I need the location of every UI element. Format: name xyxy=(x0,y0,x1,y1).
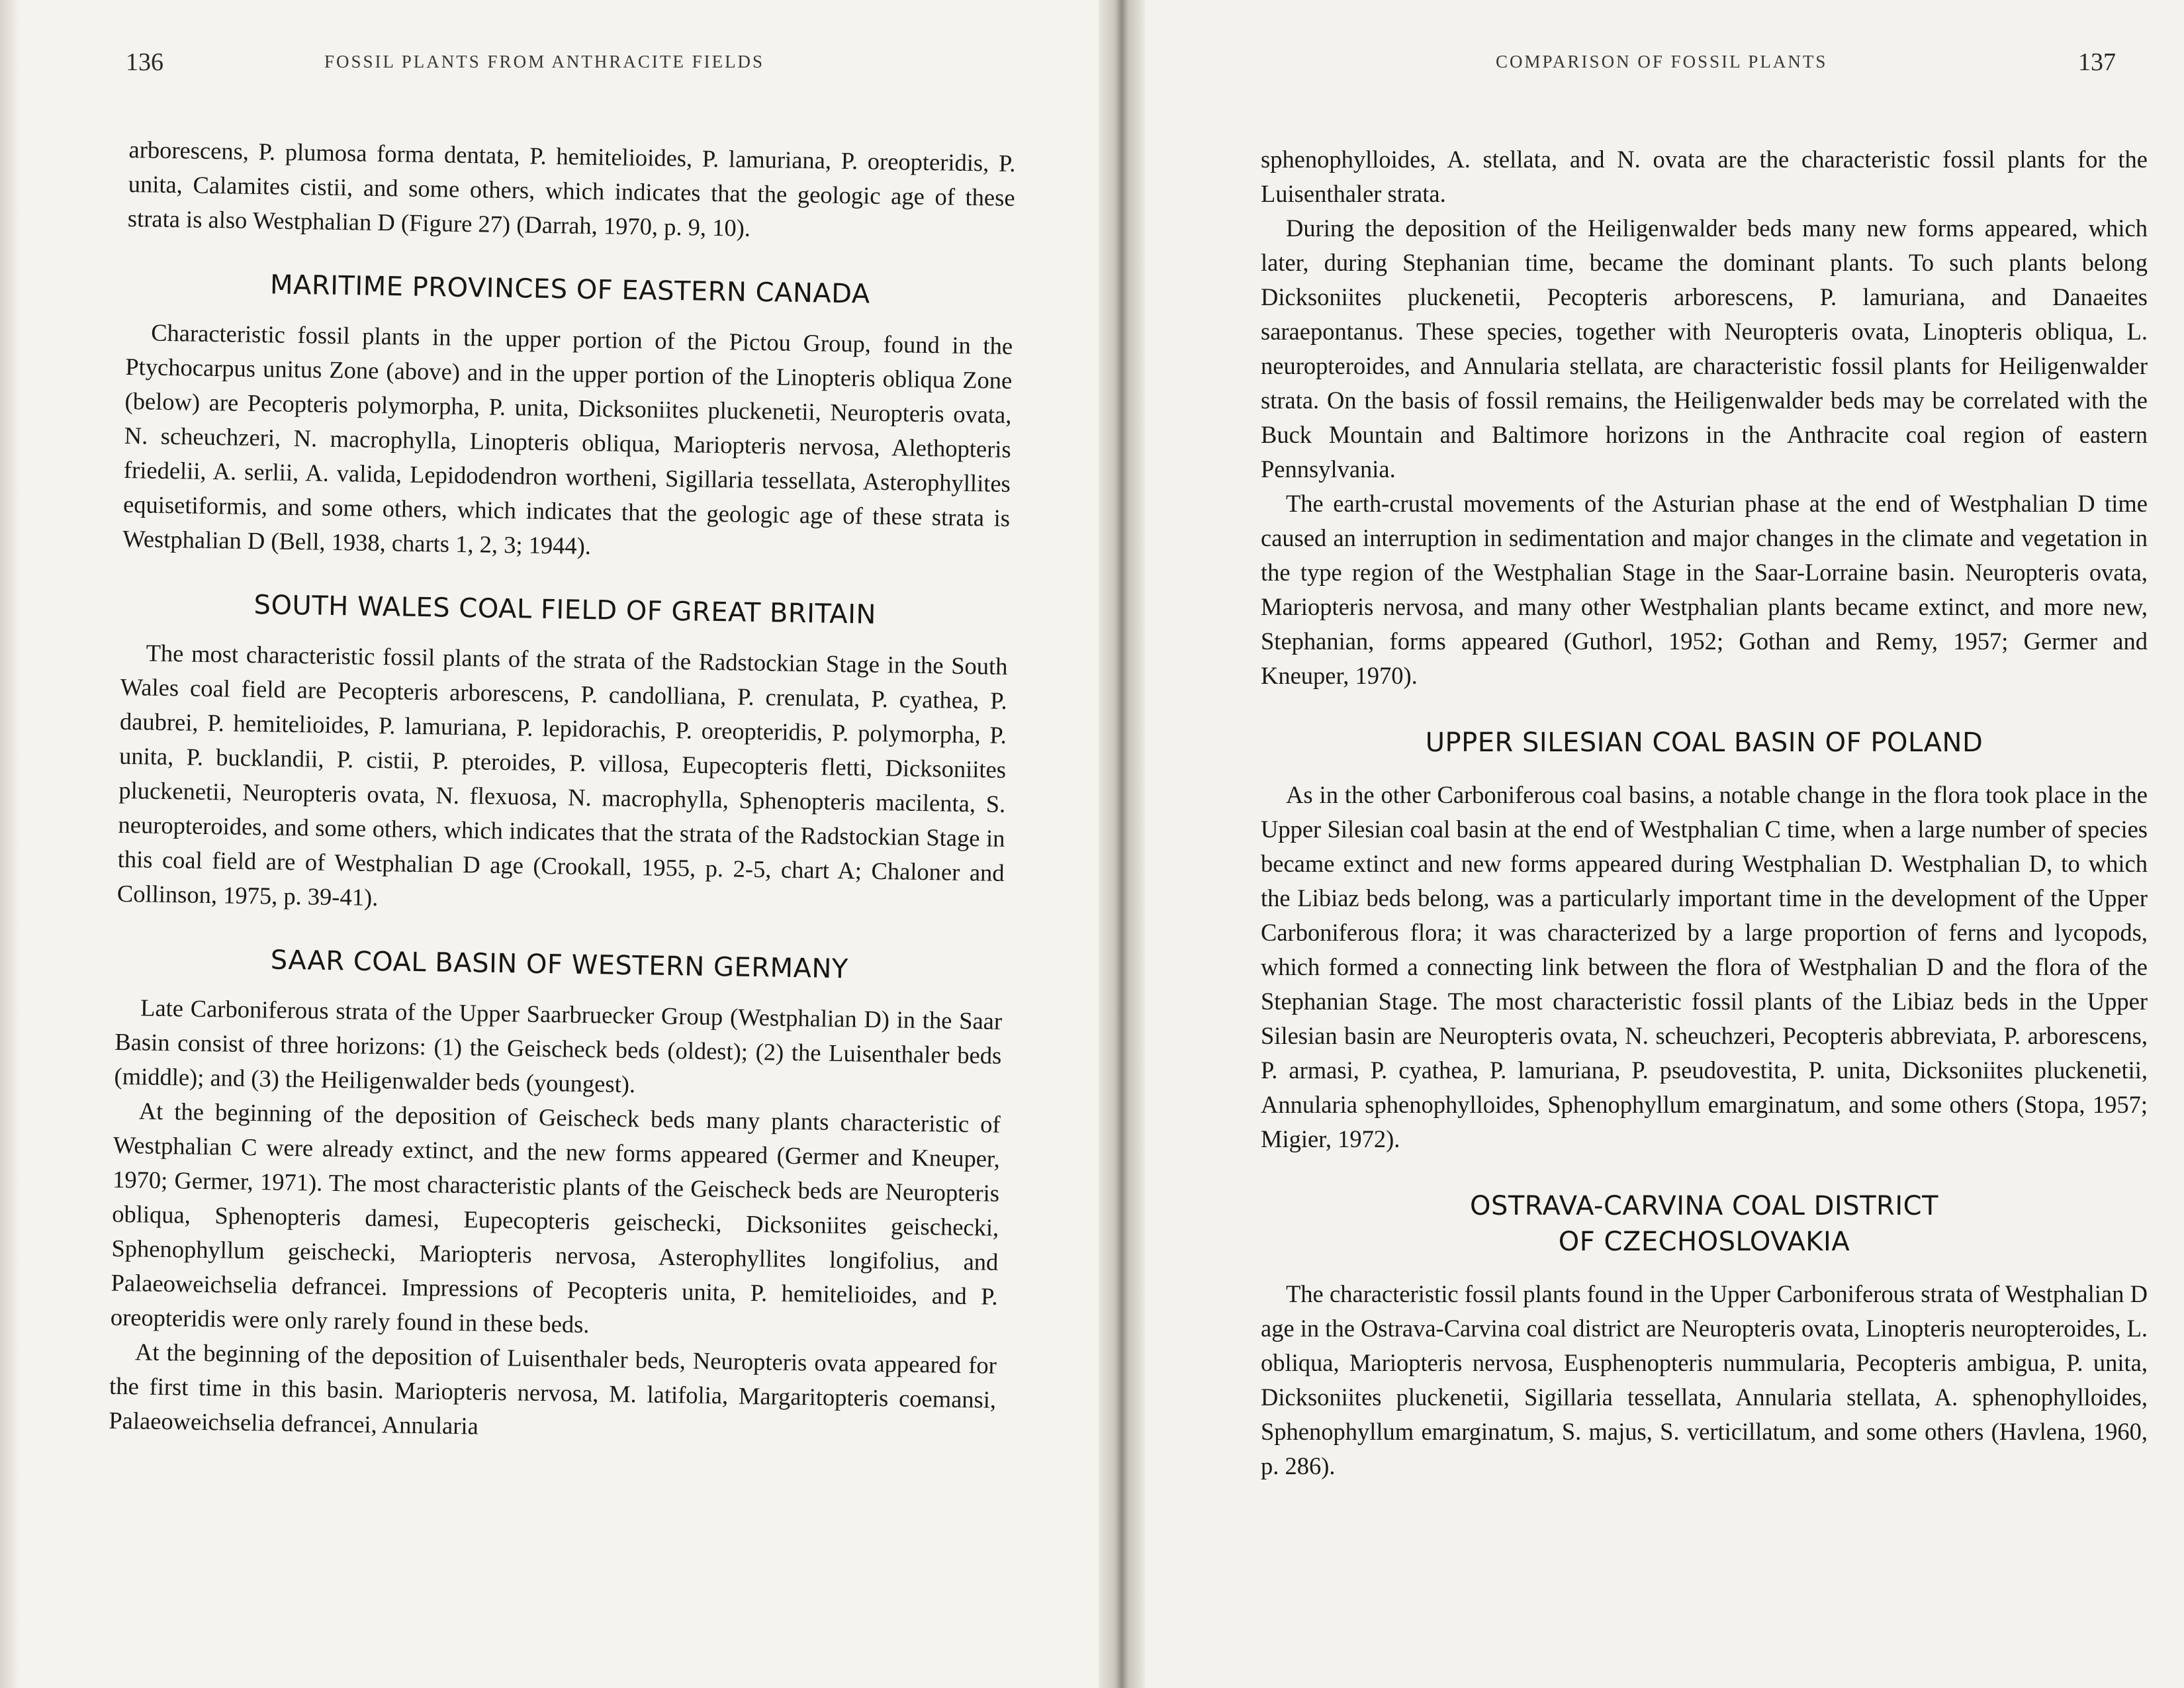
paragraph: The earth-crustal movements of the Asturian phase at the end of Westphalian D time caused an interruption in sedimentation and major changes in the climate and vegetation in the type region of the Westphalian Stage in the Saar-Lorraine basin. Neuropteris ovata, Mariopteris nervosa, and many other Westphalian plants became extinct, and more new, Stephanian, forms appeared (Guthorl, 1952; Gothan and Remy, 1957; Germer and Kneuper, 1970). xyxy=(1261,490,2148,689)
page-number: 136 xyxy=(126,48,163,76)
paragraph: arborescens, P. plumosa forma dentata, P. hemitelioides, P. lamuriana, P. oreopteridis, P. unita, Calamites cistii, and some others, which indicates that the geologic age of these strata is also Westphalian D (Figure 27) (Darrah, 1970, p. 9, 10). xyxy=(127,135,1016,242)
section-heading: MARITIME PROVINCES OF EASTERN CANADA xyxy=(269,269,871,310)
paragraph: During the deposition of the Heiligenwalder beds many new forms appeared, which later, during Stephanian time, became the dominant plants. To such plants belong Dicksoniites pluckenetii, Pecopteris arborescens, P. lamuriana, and Danaeites saraepontanus. These species, together with Neuropteris ovata, Linopteris obliqua, L. neuropteroides, and Annularia stellata, are characteristic fossil plants for Heiligenwalder strata. On the basis of fossil remains, the Heiligenwalder beds may be correlated with the Buck Mountain and Baltimore horizons in the Anthracite coal region of eastern Pennsylvania. xyxy=(1261,214,2148,483)
paragraph: sphenophylloides, A. stellata, and N. ovata are the characteristic fossil plants for the Luisenthaler strata. xyxy=(1261,146,2148,207)
right-page xyxy=(1112,0,2184,1688)
page-edge-shadow xyxy=(0,0,20,1688)
page-number: 137 xyxy=(2078,48,2116,76)
section-heading: UPPER SILESIAN COAL BASIN OF POLAND xyxy=(1425,727,1983,758)
paragraph: Late Carboniferous strata of the Upper Saarbruecker Group (Westphalian D) in the Saar Basin consist of three horizons: (1) the Geischeck beds (oldest); (2) the Luisenthaler beds (middle); and (3) the Heiligenwalder beds (youngest). xyxy=(114,994,1003,1098)
left-body-text xyxy=(109,132,1016,1452)
right-body-text xyxy=(1261,142,2148,1483)
section-heading: SAAR COAL BASIN OF WESTERN GERMANY xyxy=(270,945,849,985)
book-gutter xyxy=(1099,0,1145,1688)
section-heading: SOUTH WALES COAL FIELD OF GREAT BRITAIN xyxy=(253,590,877,630)
running-head: COMPARISON OF FOSSIL PLANTS xyxy=(1496,52,1828,71)
running-head: FOSSIL PLANTS FROM ANTHRACITE FIELDS xyxy=(324,52,765,71)
section-heading-line: OF CZECHOSLOVAKIA xyxy=(1558,1227,1850,1257)
paragraph: At the beginning of the deposition of Geischeck beds many plants characteristic of Westphalian C were already extinct, and the new forms appeared (Germer and Kneuper, 1970; Germer, 1971). The most characteristic plants of the Geischeck beds are Neuropteris obliqua, Sphenopteris damesi, Eupecopteris geischecki, Dicksoniites geischecki, Sphenophyllum geischecki, Mariopteris nervosa, Asterophyllites longifolius, and Palaeoweichselia defrancei. Impressions of Pecopteris unita, P. hemitelioides, and P. oreopteridis were only rarely found in these beds. xyxy=(110,1097,1001,1338)
section-heading xyxy=(1261,1188,2148,1260)
paragraph: At the beginning of the deposition of Luisenthaler beds, Neuropteris ovata appeared for the first time in this basin. Mariopteris nervosa, M. latifolia, Margaritopteris coemansi, Palaeoweichselia defrancei, Annularia xyxy=(109,1338,997,1440)
paragraph: The characteristic fossil plants found in the Upper Carboniferous strata of Westphalian D age in the Ostrava-Carvina coal district are Neuropteris ovata, Linopteris neuropteroides, L. obliqua, Mariopteris nervosa, Eusphenopteris nummularia, Pecopteris ambigua, P. unita, Dicksoniites pluckenetii, Sigillaria tessellata, Annularia stellata, A. sphenophylloides, Sphenophyllum emarginatum, S. majus, S. verticillatum, and some others (Havlena, 1960, p. 286). xyxy=(1261,1280,2148,1479)
paragraph: As in the other Carboniferous coal basins, a notable change in the flora took place in the Upper Silesian coal basin at the end of Westphalian C time, when a large number of species became extinct and new forms appeared during Westphalian D. Westphalian D, to which the Libiaz beds belong, was a particularly important time in the development of the Upper Carboniferous flora; it was characterized by a large proportion of ferns and lycopods, which formed a connecting link between the flora of Westphalian D and the flora of the Stephanian Stage. The most characteristic fossil plants of the Libiaz beds in the Upper Silesian basin are Neuropteris ovata, N. scheuchzeri, Pecopteris abbreviata, P. arborescens, P. armasi, P. cyathea, P. lamuriana, P. pseudovestita, P. unita, Dicksoniites pluckenetii, Annularia sphenophylloides, Sphenophyllum emarginatum, and some others (Stopa, 1957; Migier, 1972). xyxy=(1261,781,2148,1152)
paragraph: Characteristic fossil plants in the upper portion of the Pictou Group, found in the Ptychocarpus unitus Zone (above) and in the upper portion of the Linopteris obliqua Zone (below) are Pecopteris polymorpha, P. unita, Dicksoniites pluckenetii, Neuropteris ovata, N. scheuchzeri, N. macrophylla, Linopteris obliqua, Mariopteris nervosa, Alethopteris friedelii, A. serlii, A. valida, Lepidodendron wortheni, Sigillaria tessellata, Asterophyllites equisetiformis, and some others, which indicates that the geologic age of these strata is Westphalian D (Bell, 1938, charts 1, 2, 3; 1944). xyxy=(122,318,1013,560)
paragraph: The most characteristic fossil plants of the strata of the Radstockian Stage in the South Wales coal field are Pecopteris arborescens, P. candolliana, P. crenulata, P. cyathea, P. daubrei, P. hemitelioides, P. lamuriana, P. lepidorachis, P. oreopteridis, P. polymorpha, P. unita, P. bucklandii, P. cistii, P. pteroides, P. villosa, Eupecopteris fletti, Dicksoniites pluckenetii, Neuropteris ovata, N. flexuosa, N. macrophylla, Sphenopteris macilenta, S. neuropteroides, and some others, which indicates that the strata of the Radstockian Stage in this coal field are of Westphalian D age (Crookall, 1955, p. 2-5, chart A; Chaloner and Collinson, 1975, p. 39-41). xyxy=(116,639,1008,912)
section-heading-line: OSTRAVA-CARVINA COAL DISTRICT xyxy=(1469,1191,1938,1221)
